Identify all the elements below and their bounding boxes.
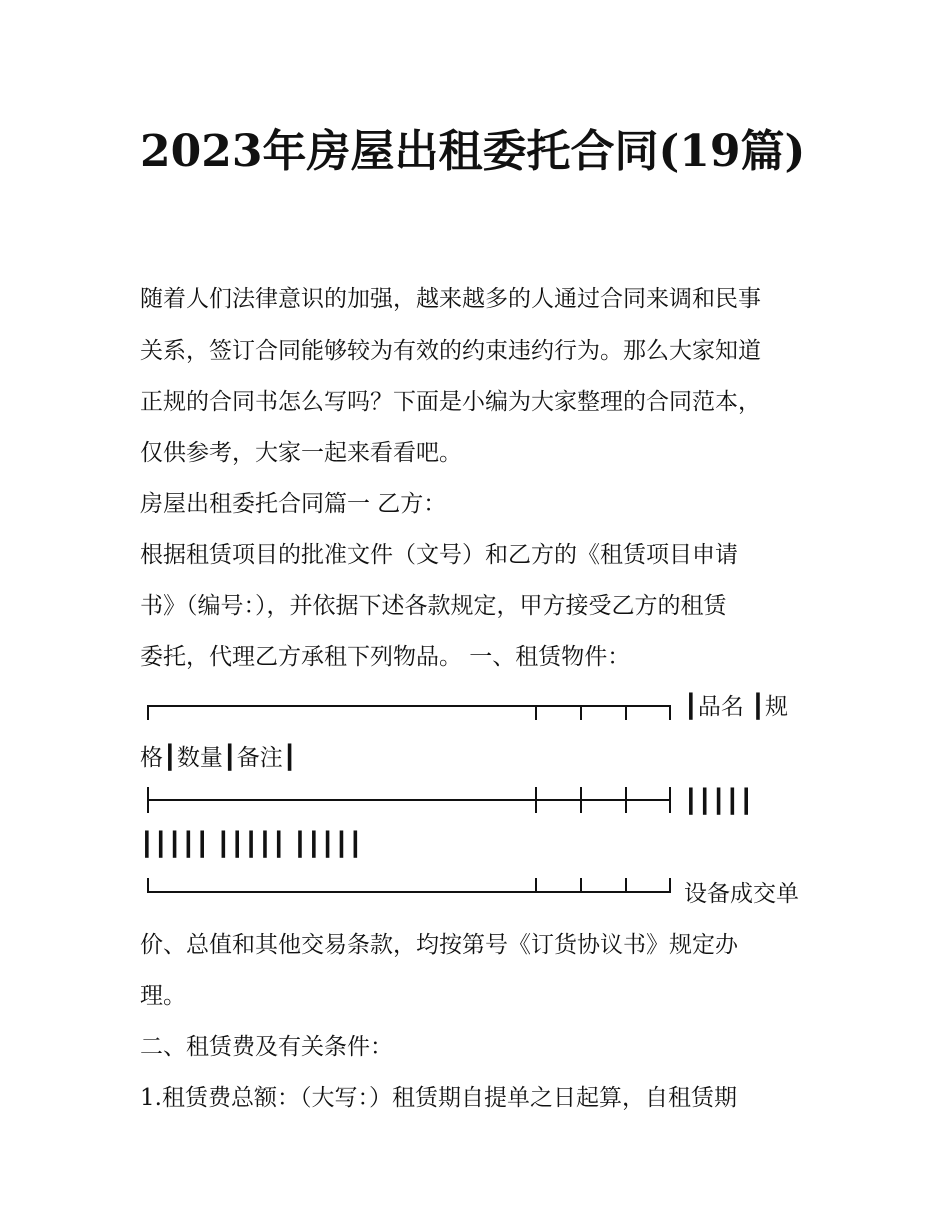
body-line-2: 书》（编号：），并依据下述各款规定，甲方接受乙方的租赁	[140, 593, 727, 619]
table-row2: 格┃数量┃备注┃	[140, 745, 297, 771]
intro-line-3: 正规的合同书怎么写吗？下面是小编为大家整理的合同范本，	[140, 389, 761, 415]
table-bottom-rule	[148, 878, 670, 892]
table-row5-tail: 设备成交单	[684, 881, 799, 907]
section-heading: 房屋出租委托合同篇一 乙方：	[140, 491, 447, 517]
after-line-1: 价、总值和其他交易条款，均按第号《订货协议书》规定办	[140, 932, 738, 958]
table-top-rule	[148, 706, 670, 720]
body-line-1: 根据租赁项目的批准文件（文号）和乙方的《租赁项目申请	[140, 542, 738, 568]
section-two-heading: 二、租赁费及有关条件：	[140, 1034, 393, 1060]
after-line-4: 1.租赁费总额：（大写：）租赁期自提单之日起算，自租赁期	[140, 1085, 737, 1111]
table-row4: ┃┃┃┃┃ ┃┃┃┃┃ ┃┃┃┃┃	[140, 832, 363, 858]
table-row3-tail: ┃┃┃┃┃	[684, 789, 754, 815]
table-row1-tail: ┃品名 ┃规	[684, 694, 789, 720]
intro-line-2: 关系，签订合同能够较为有效的约束违约行为。那么大家知道	[140, 338, 761, 364]
after-line-2: 理。	[140, 983, 186, 1009]
document-title: 2023年房屋出租委托合同(19篇)	[140, 126, 806, 177]
body-line-3: 委托，代理乙方承租下列物品。 一、租赁物件：	[140, 644, 631, 670]
intro-line-1: 随着人们法律意识的加强，越来越多的人通过合同来调和民事	[140, 286, 761, 312]
intro-line-4: 仅供参考，大家一起来看看吧。	[140, 440, 462, 466]
